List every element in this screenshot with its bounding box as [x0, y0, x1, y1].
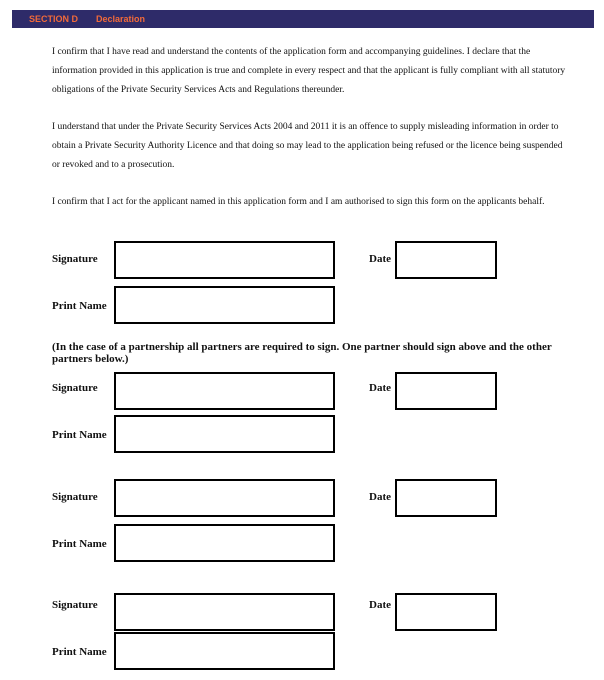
section-header — [12, 10, 594, 28]
signature-label: Signature — [52, 253, 98, 265]
date-label: Date — [369, 382, 391, 394]
date-label: Date — [369, 491, 391, 503]
date-label: Date — [369, 253, 391, 265]
print-name-label: Print Name — [52, 429, 107, 441]
print-name-label: Print Name — [52, 538, 107, 550]
print-name-label: Print Name — [52, 646, 107, 658]
signature-label: Signature — [52, 599, 98, 611]
date-field-1[interactable] — [395, 241, 497, 279]
declaration-paragraph-1: I confirm that I have read and understand the contents of the application form and accompanying guidelines. I declare that the information provided in this application is true and complete in every respect and that the applicant is fully compliant with all statutory obligations of the Private Security Services Acts and Regulations thereunder. — [52, 47, 566, 95]
section-title: Declaration — [96, 14, 146, 24]
signature-field-1[interactable] — [114, 241, 335, 279]
section-number: SECTION D — [29, 14, 79, 24]
print-name-field-2[interactable] — [114, 415, 335, 453]
print-name-field-3[interactable] — [114, 524, 335, 562]
signature-field-4[interactable] — [114, 593, 335, 631]
date-field-3[interactable] — [395, 479, 497, 517]
signature-field-3[interactable] — [114, 479, 335, 517]
signature-label: Signature — [52, 382, 98, 394]
print-name-label: Print Name — [52, 300, 107, 312]
print-name-field-4[interactable] — [114, 632, 335, 670]
date-field-2[interactable] — [395, 372, 497, 410]
print-name-field-1[interactable] — [114, 286, 335, 324]
signature-label: Signature — [52, 491, 98, 503]
signature-field-2[interactable] — [114, 372, 335, 410]
date-field-4[interactable] — [395, 593, 497, 631]
declaration-paragraph-2: I understand that under the Private Security Services Acts 2004 and 2011 it is an offence to supply misleading information in order to obtain a Private Security Authority Licence and that doing so may lead to the application being refused or the licence being suspended or revoked and to a prosecution. — [52, 122, 563, 170]
partnership-note: (In the case of a partnership all partners are required to sign. One partner should sign above and the other partners below.) — [52, 341, 552, 365]
declaration-paragraph-3: I confirm that I act for the applicant named in this application form and I am authorised to sign this form on the applicants behalf. — [52, 197, 545, 207]
date-label: Date — [369, 599, 391, 611]
